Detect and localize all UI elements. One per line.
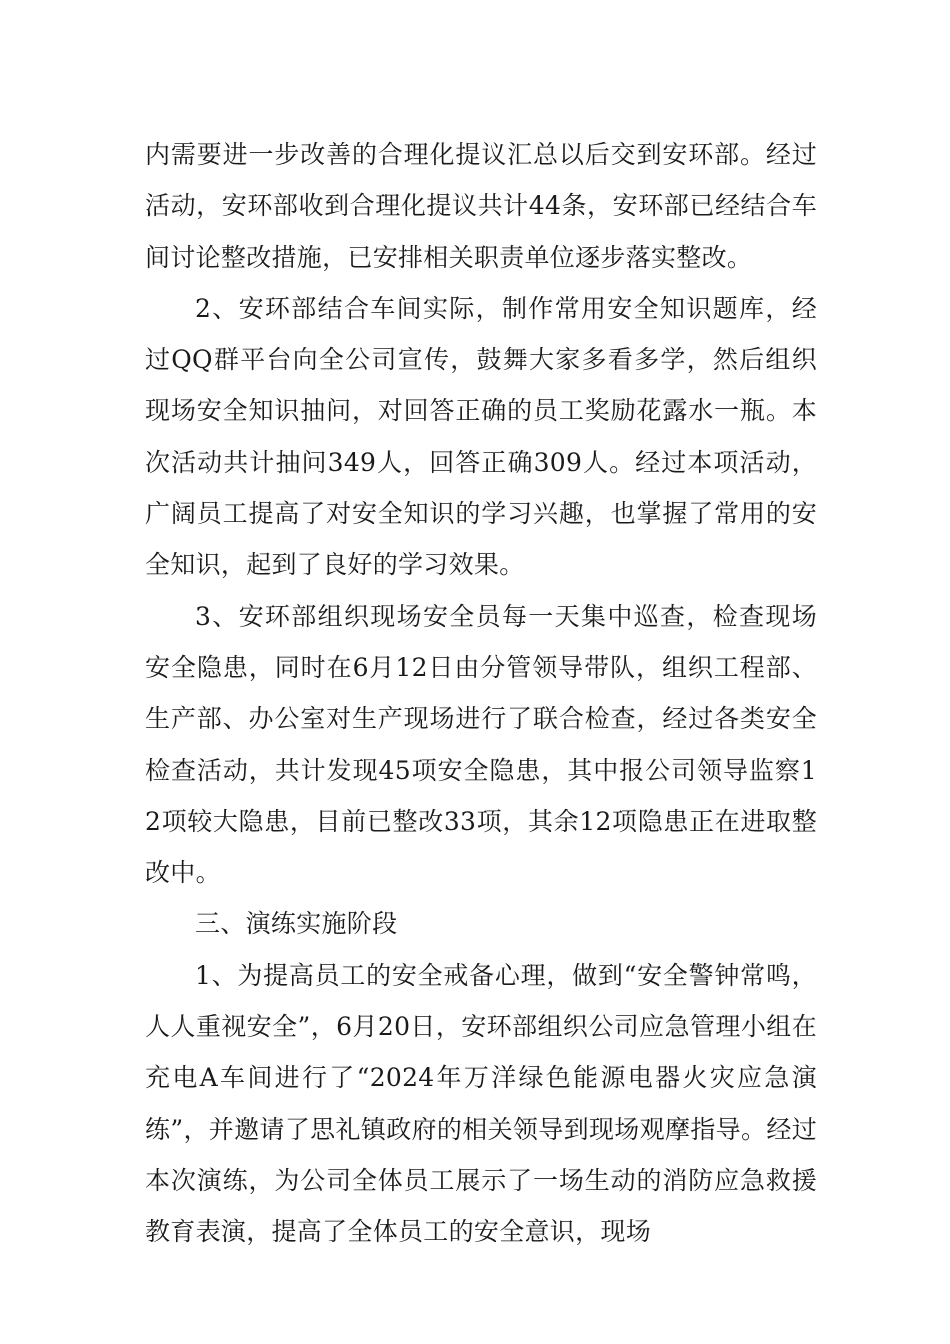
paragraph-4: 1、为提高员工的安全戒备心理，做到“安全警钟常鸣，人人重视安全”，6月20日，安环部组织公司应急管理小组在充电A车间进行了“2024年万洋绿色能源电器火灾应急演练”，并邀请了思礼镇政府的相关领导到现场观摩指导。经过本次演练，为公司全体员工展示了一场生动的消防应急救援教育表演，提高了全体员工的安全意识，现场 bbox=[145, 960, 817, 1247]
paragraph-3: 3、安环部组织现场安全员每一天集中巡查，检查现场安全隐患，同时在6月12日由分管领导带队，组织工程部、生产部、办公室对生产现场进行了联合检查，经过各类安全检查活动，共计发现45项安全隐患，其中报公司领导监察12项较大隐患，目前已整改33项，其余12项隐患正在进取整改中。 bbox=[145, 601, 817, 888]
section-heading: 三、演练实施阶段 bbox=[195, 909, 398, 939]
document-body bbox=[145, 129, 817, 1258]
paragraph-1: 内需要进一步改善的合理化提议汇总以后交到安环部。经过活动，安环部收到合理化提议共计44条，安环部已经结合车间讨论整改措施，已安排相关职责单位逐步落实整改。 bbox=[145, 140, 817, 272]
paragraph-2: 2、安环部结合车间实际，制作常用安全知识题库，经过QQ群平台向全公司宣传，鼓舞大家多看多学，然后组织现场安全知识抽问，对回答正确的员工奖励花露水一瓶。本次活动共计抽问349人，回答正确309人。经过本项活动，广阔员工提高了对安全知识的学习兴趣，也掌握了常用的安全知识，起到了良好的学习效果。 bbox=[145, 293, 817, 580]
